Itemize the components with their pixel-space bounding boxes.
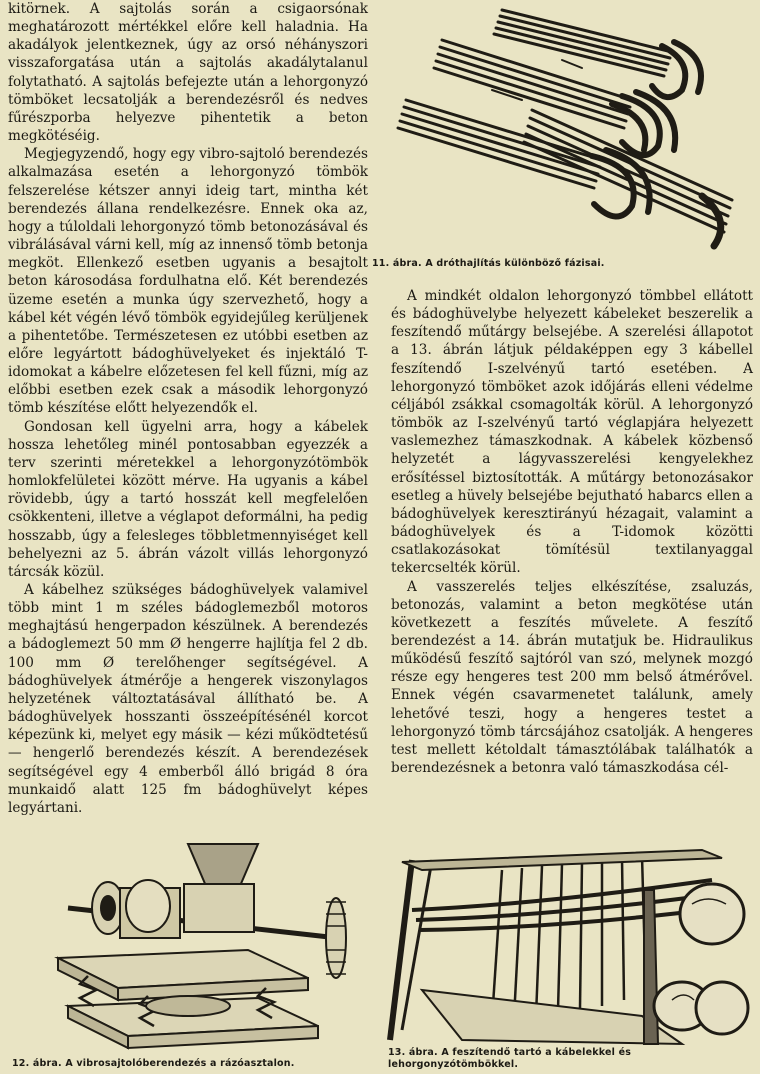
paragraph: A mindkét oldalon lehorgonyzó tömbbel ellátott és bádoghüvelybe helyezett kábeleket beszerelik a feszítendő műtárgy belsejébe. A szerelési állapotot a 13. ábrán látjuk példaképpen egy 3 kábellel feszítendő I-szelvényű tartó esetében. A lehorgonyzó tömböket azok időjárás elleni védelme céljából zsákkal csomagolták körül. A lehorgonyzó tömbök az I-szelvényű tartó véglapjára helyezett vaslemezhez támaszkodnak. A kábelek közbenső helyzetét a lágyvasszerelési kengyelekhez erősítéssel biztosították. A műtárgy betonozásakor esetleg a hüvely belsejébe bejutható habarcs ellen a bádoghüvelyek keresztirányú hézagait, valamint a bádoghüvelyek és a T-idomok közötti csatlakozásokat tömítésül textilanyaggal tekercselték körül. [391,288,753,577]
paragraph: kitörnek. A sajtolás során a csigaorsónak meghatározott mértékkel előre kell haladnia. Ha akadályok jelentkeznek, úgy az orsó néhányszori visszaforgatása után a sajtolás akadálytalanul folytatható. A sajtolás befejezte után a lehorgonyzó tömböket lecsatolják a berendezésről és nedves fűrészporba helyezve pihentetik a beton megkötéséig. [8,1,368,145]
figure-11-caption: 11. ábra. A dróthajlítás különböző fázisai. [372,258,605,269]
paragraph: Gondosan kell ügyelni arra, hogy a kábelek hossza lehetőleg minél pontosabban egyezzék a terv szerinti méretekkel a lehorgonyzótömbök homlokfelületei között mérve. Ha ugyanis a kábel rövidebb, úgy a tartó hosszát kell megfelelően csökkenteni, illetve a véglapot deformálni, ha pedig hosszabb, úgy a felesleges többletmennyiséget kell behelyezni az 5. ábrán vázolt villás lehorgonyzó tárcsák közül. [8,418,368,580]
figure-13-girder-cables [382,840,754,1046]
right-text-column [391,287,753,777]
paragraph: Megjegyzendő, hogy egy vibro-sajtoló berendezés alkalmazása esetén a lehorgonyzó tömbök felszerelése kétszer annyi ideig tart, mintha két berendezés állana rendelkezésre. Ennek oka az, hogy a túloldali lehorgonyzó tömb betonozásával és vibrálásával várni kell, míg az innenső tömb betonja megköt. Ellenkező esetben ugyanis a besajtolt beton károsodása fordulhatna elő. Két berendezés üzeme esetén a munka úgy szervezhető, hogy a kábel két végén lévő tömbök egyidejűleg kerüljenek a pihentetőbe. Természetesen ez utóbbi esetben az előre legyártott bádoghüvelyeket és injektáló T-idomokat a kábelre előzetesen fel kell fűzni, míg az előbbi esetben ezek csak a második lehorgonyzó tömb készítése előtt helyezendők el. [8,146,368,417]
paragraph: A kábelhez szükséges bádoghüvelyek valamivel több mint 1 m széles bádoglemezből motoros meghajtású hengerpadon készülnek. A berendezés a bádoglemezt 50 mm Ø hengerre hajlítja fel 2 db. 100 mm Ø terelőhenger segítségével. A bádoghüvelyek átmérője a hengerek viszonylagos helyzetének változtatásával állítható be. A bádoghüvelyek hosszanti összeépítésénél korcot képezünk ki, melyet egy másik — kézi működtetésű — hengerlő berendezés készít. A berendezések segítségével egy 4 emberből álló brigád 8 óra munkaidő alatt 125 fm bádoghüvelyt képes legyártani. [8,582,368,816]
figure-12-vibro-press [8,838,368,1056]
paragraph: A vasszerelés teljes elkészítése, zsaluzás, betonozás, valamint a beton megkötése után következett a feszítés művelete. A feszítő berendezést a 14. ábrán mutatjuk be. Hidraulikus működésű feszítő sajtóról van szó, melynek mozgó része egy hengeres test 200 mm belső átmérővel. Ennek végén csavarmenetet találunk, amely lehetővé teszi, hogy a hengeres testet a lehorgonyzó tömb tárcsájához csatolják. A hengeres test mellett kétoldalt támasztólábak találhatók a berendezésnek a betonra való támaszkodása cél- [391,578,753,777]
figure-13-caption: 13. ábra. A feszítendő tartó a kábelekkel és lehorgonyzótömbökkel. [388,1047,632,1070]
figure-12-caption: 12. ábra. A vibrosajtolóberendezés a rázóasztalon. [12,1058,295,1069]
figure-11-wire-bundles [382,0,754,254]
left-text-column [8,0,368,817]
